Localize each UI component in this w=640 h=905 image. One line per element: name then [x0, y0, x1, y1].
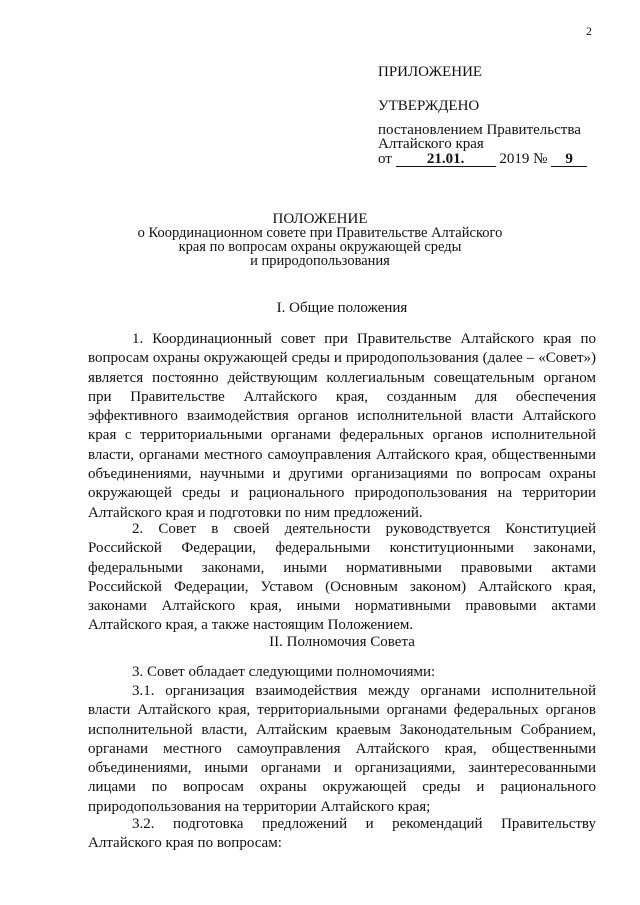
date-prefix: от — [378, 151, 392, 167]
title-heading: ПОЛОЖЕНИЕ — [272, 211, 368, 227]
paragraph-2: 2. Совет в своей деятельности руководствуется Конституцией Российской Федерации, федеральными конституционными законами, федеральными законами, иными нормативными правовыми актами Российской Федерации, Уставом (Основным законом) Алтайского края, законами Алтайского края, иными нормативными правовыми актами Алтайского края, а также настоящим Положением. — [88, 521, 596, 634]
section-heading-2: II. Полномочия Совета — [269, 634, 415, 650]
section-heading-1: I. Общие положения — [276, 300, 408, 316]
decree-number: 9 — [551, 152, 587, 167]
paragraph-3-2: 3.2. подготовка предложений и рекомендаций Правительству Алтайского края по вопросам: — [88, 816, 596, 852]
decree-date-line — [378, 151, 587, 168]
appendix-heading: ПРИЛОЖЕНИЕ — [378, 64, 483, 80]
decree-line-1: постановлением Правительства — [378, 122, 581, 138]
decree-line-2: Алтайского края — [378, 136, 484, 152]
title-line: края по вопросам охраны окружающей среды — [178, 239, 462, 255]
decree-year: 2019 — [499, 151, 530, 167]
title-line: и природопользования — [250, 253, 390, 269]
paragraph-3-1: 3.1. организация взаимодействия между органами исполнительной власти Алтайского края, территориальными органами федеральных органов исполнительной власти, Алтайским краевым Законодательным Собранием, органами местного самоуправления Алтайского края, общественными объединениями, иными органами и организациями, заинтересованными лицами по вопросам охраны окружающей среды и рационального природопользования на территории Алтайского края; — [88, 683, 596, 815]
decree-date: 21.01. — [396, 152, 496, 167]
document-title — [100, 212, 540, 268]
page-number: 2 — [586, 24, 592, 38]
title-line: о Координационном совете при Правительстве Алтайского — [137, 225, 503, 241]
paragraph-1: 1. Координационный совет при Правительстве Алтайского края по вопросам охраны окружающей среды и природопользования (далее – «Совет») является постоянно действующим коллегиальным совещательным органом при Правительстве Алтайского края, созданным для обеспечения эффективного взаимодействия органов исполнительной власти Алтайского края с территориальными органами федеральных органов исполнительной власти, органами местного самоуправления Алтайского края, общественными объединениями, научными и другими организациями по вопросам охраны окружающей среды и рационального природопользования на территории Алтайского края и подготовки по ним предложений. — [88, 331, 596, 521]
approved-heading: УТВЕРЖДЕНО — [378, 98, 480, 114]
paragraph-3: 3. Совет обладает следующими полномочиями: — [132, 664, 436, 680]
number-sign: № — [533, 151, 548, 167]
